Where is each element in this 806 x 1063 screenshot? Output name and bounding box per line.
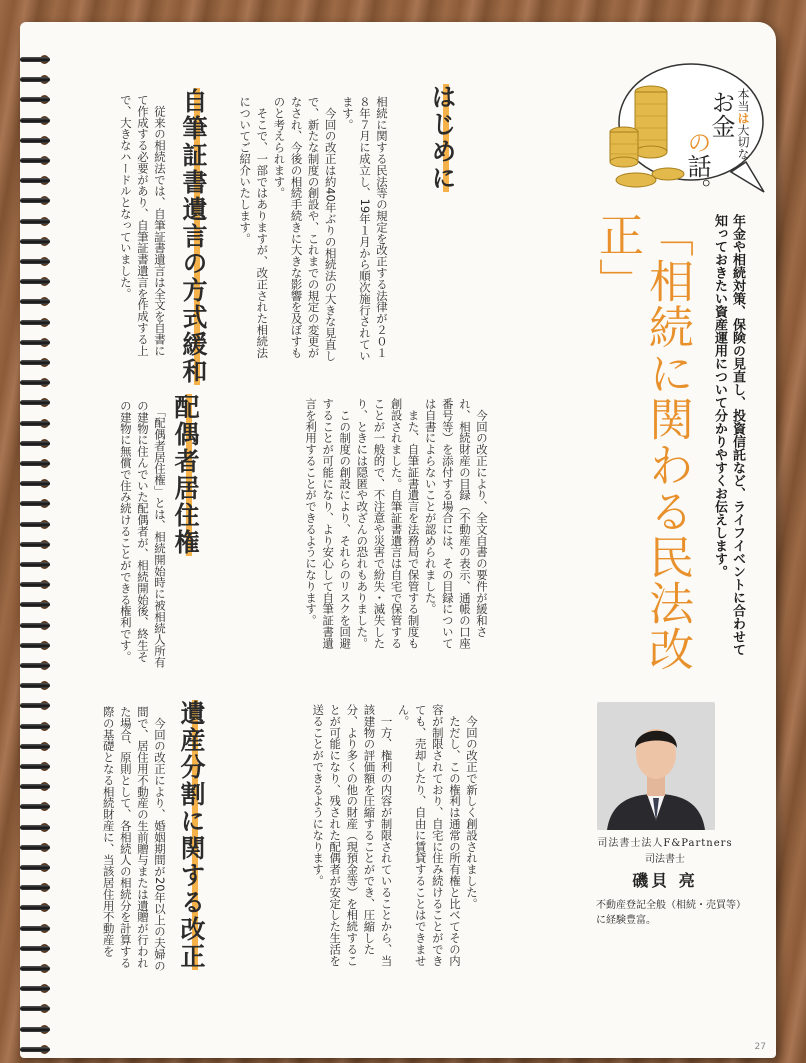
ring-wire	[20, 804, 50, 809]
ring-wire	[20, 683, 50, 688]
spiral-ring	[20, 436, 56, 451]
ring-wire	[20, 178, 50, 183]
ring-wire	[20, 1027, 50, 1032]
ring-wire	[20, 1006, 50, 1011]
spiral-ring	[20, 193, 56, 208]
spiral-ring	[20, 537, 56, 552]
spiral-ring	[20, 1001, 56, 1016]
ring-wire	[20, 623, 50, 628]
will-body-2: 今回の改正により、全文自書の要件が緩和され、相続財産の目録（不動産の表示、通帳の口座番号等）を添付する場合には、その目録については自書によらないことが認められました。 また、自筆証書遺言を法務局で保管する制度も創設されました。自筆証書遺言は自宅で保管することが一般的で、不注意や災害で紛失・滅失したり、ときには隠匿や改ざんの恐れもありました。 この制度の創設により、それらのリスクを回避することが可能になり、より安心して自筆証書遺言を利用することができるようになります。	[304, 398, 489, 649]
spiral-ring	[20, 597, 56, 612]
ring-wire	[20, 562, 50, 567]
spiral-ring	[20, 496, 56, 511]
author-desc-1: 不動産登記全般（相続・売買等）	[596, 900, 746, 911]
ring-wire	[20, 966, 50, 971]
spiral-ring	[20, 1022, 56, 1037]
spiral-ring	[20, 173, 56, 188]
spiral-ring	[20, 759, 56, 774]
ring-wire	[20, 905, 50, 910]
spiral-ring	[20, 72, 56, 87]
lead-line-2: 知っておきたい資産運用について分かりやすくお伝えします。	[712, 214, 727, 578]
ring-wire	[20, 724, 50, 729]
spiral-ring	[20, 375, 56, 390]
ring-wire	[20, 703, 50, 708]
heading-intro: はじめに	[428, 84, 457, 192]
spiral-ring	[20, 577, 56, 592]
author-role: 司法書士	[645, 854, 685, 865]
spiral-ring	[20, 52, 56, 67]
ring-wire	[20, 784, 50, 789]
spiral-ring	[20, 921, 56, 936]
heading-will: 自筆証書遺言の方式緩和	[179, 88, 208, 385]
spiral-ring	[20, 779, 56, 794]
will-body-1: 従来の相続法では、自筆証書遺言は全文を自書にて作成する必要があり、自筆証書遺言を作成する上で、大きなハードルとなっていました。	[118, 94, 167, 357]
author-desc-2: に経験豊富。	[596, 915, 656, 926]
ring-wire	[20, 461, 50, 466]
ring-wire	[20, 926, 50, 931]
person-icon	[597, 702, 715, 830]
spiral-ring	[20, 840, 56, 855]
ring-wire	[20, 481, 50, 486]
spiral-binding	[20, 52, 60, 1058]
ring-wire	[20, 663, 50, 668]
ring-wire	[20, 158, 50, 163]
ring-wire	[20, 360, 50, 365]
spiral-ring	[20, 820, 56, 835]
author-name: 磯貝 亮	[632, 871, 698, 890]
bubble-big-text-1: お金	[707, 90, 735, 138]
ring-wire	[20, 946, 50, 951]
spiral-ring	[20, 719, 56, 734]
ring-wire	[20, 441, 50, 446]
spiral-ring	[20, 335, 56, 350]
division-body: 今回の改正により、婚姻期間が20年以上の夫婦の間で、居住用不動産の生前贈与または遺贈が行われた場合、原則として、各相続人の相続分を計算する際の基礎となる相続財産に、当該居住用不動産を	[101, 706, 167, 972]
ring-wire	[20, 522, 50, 527]
ring-wire	[20, 380, 50, 385]
spiral-ring	[20, 113, 56, 128]
author-photo	[597, 702, 715, 830]
ring-wire	[20, 542, 50, 547]
ring-wire	[20, 643, 50, 648]
spiral-ring	[20, 698, 56, 713]
spiral-ring	[20, 678, 56, 693]
ring-wire	[20, 1047, 50, 1052]
ring-wire	[20, 501, 50, 506]
ring-wire	[20, 986, 50, 991]
intro-body: 相続に関する民法等の規定を改正する法律が２０１８年７月に成立し、19年１月から順次施行されています。 今回の改正は約40年ぶりの相続法の大きな見直しで、新たな制度の創設や、これまでの規定の変更がなされ、今後の相続手続きに大きな影響を及ぼすものと考えられます。 そこで、一部ではありますが、改正された相続法についてご紹介いたします。	[238, 96, 389, 362]
spiral-ring	[20, 395, 56, 410]
spiral-ring	[20, 456, 56, 471]
spiral-ring	[20, 355, 56, 370]
spiral-ring	[20, 1042, 56, 1057]
ring-wire	[20, 279, 50, 284]
spiral-ring	[20, 860, 56, 875]
spiral-ring	[20, 799, 56, 814]
spiral-ring	[20, 315, 56, 330]
ring-wire	[20, 421, 50, 426]
spiral-ring	[20, 416, 56, 431]
article-title: 「相続に関わる民法改正」	[591, 212, 694, 672]
ring-wire	[20, 259, 50, 264]
spiral-ring	[20, 638, 56, 653]
ring-wire	[20, 118, 50, 123]
spiral-ring	[20, 476, 56, 491]
spiral-ring	[20, 900, 56, 915]
title-bubble	[596, 52, 766, 212]
spiral-ring	[20, 133, 56, 148]
ring-wire	[20, 865, 50, 870]
lead-line-1: 年金や相続対策、保険の見直し、投資信託など、ライフイベントに合わせて	[730, 214, 745, 656]
spiral-ring	[20, 234, 56, 249]
ring-wire	[20, 77, 50, 82]
spiral-ring	[20, 739, 56, 754]
ring-wire	[20, 602, 50, 607]
spiral-ring	[20, 254, 56, 269]
ring-wire	[20, 138, 50, 143]
ring-wire	[20, 400, 50, 405]
ring-wire	[20, 299, 50, 304]
ring-wire	[20, 219, 50, 224]
ring-wire	[20, 764, 50, 769]
spiral-ring	[20, 92, 56, 107]
ring-wire	[20, 320, 50, 325]
ring-wire	[20, 97, 50, 102]
author-org: 司法書士法人F&Partners	[597, 838, 733, 849]
spiral-ring	[20, 961, 56, 976]
spiral-ring	[20, 557, 56, 572]
spiral-ring	[20, 880, 56, 895]
ring-wire	[20, 340, 50, 345]
bubble-big-text-2: の話。	[683, 130, 711, 202]
spiral-ring	[20, 981, 56, 996]
ring-wire	[20, 582, 50, 587]
ring-wire	[20, 239, 50, 244]
heading-spouse: 配偶者居住権	[171, 394, 200, 556]
spiral-ring	[20, 941, 56, 956]
bubble-small-text: 本当は大切な	[736, 88, 750, 160]
spiral-ring	[20, 517, 56, 532]
spiral-ring	[20, 658, 56, 673]
spiral-ring	[20, 274, 56, 289]
ring-wire	[20, 57, 50, 62]
heading-division: 遺産分割に関する改正	[177, 700, 206, 970]
page-number: 27	[754, 1042, 766, 1052]
ring-wire	[20, 885, 50, 890]
magazine-page	[20, 22, 776, 1058]
spouse-body-1: 「配偶者居住権」とは、相続開始時に被相続人所有の建物に住んでいた配偶者が、相続開始後、終生その建物に無償で住み続けることができる権利です。	[118, 400, 167, 668]
spouse-body-2: 今回の改正で新しく創設されました。 ただし、この権利は通常の所有権と比べてその内容が制限されており、自宅に住み続けることができても、売却したり、自由に賃貸することはできません。 一方、権利の内容が制限されていることから、当該建物の評価額を圧縮することができ、圧縮した分、より多くの他の財産（現預金等）を相続することが可能になり、残された配偶者が安定した生活を送ることができるようになります。	[311, 704, 479, 967]
ring-wire	[20, 825, 50, 830]
spiral-ring	[20, 214, 56, 229]
spiral-ring	[20, 153, 56, 168]
spiral-ring	[20, 618, 56, 633]
ring-wire	[20, 744, 50, 749]
spiral-ring	[20, 294, 56, 309]
ring-wire	[20, 198, 50, 203]
ring-wire	[20, 845, 50, 850]
